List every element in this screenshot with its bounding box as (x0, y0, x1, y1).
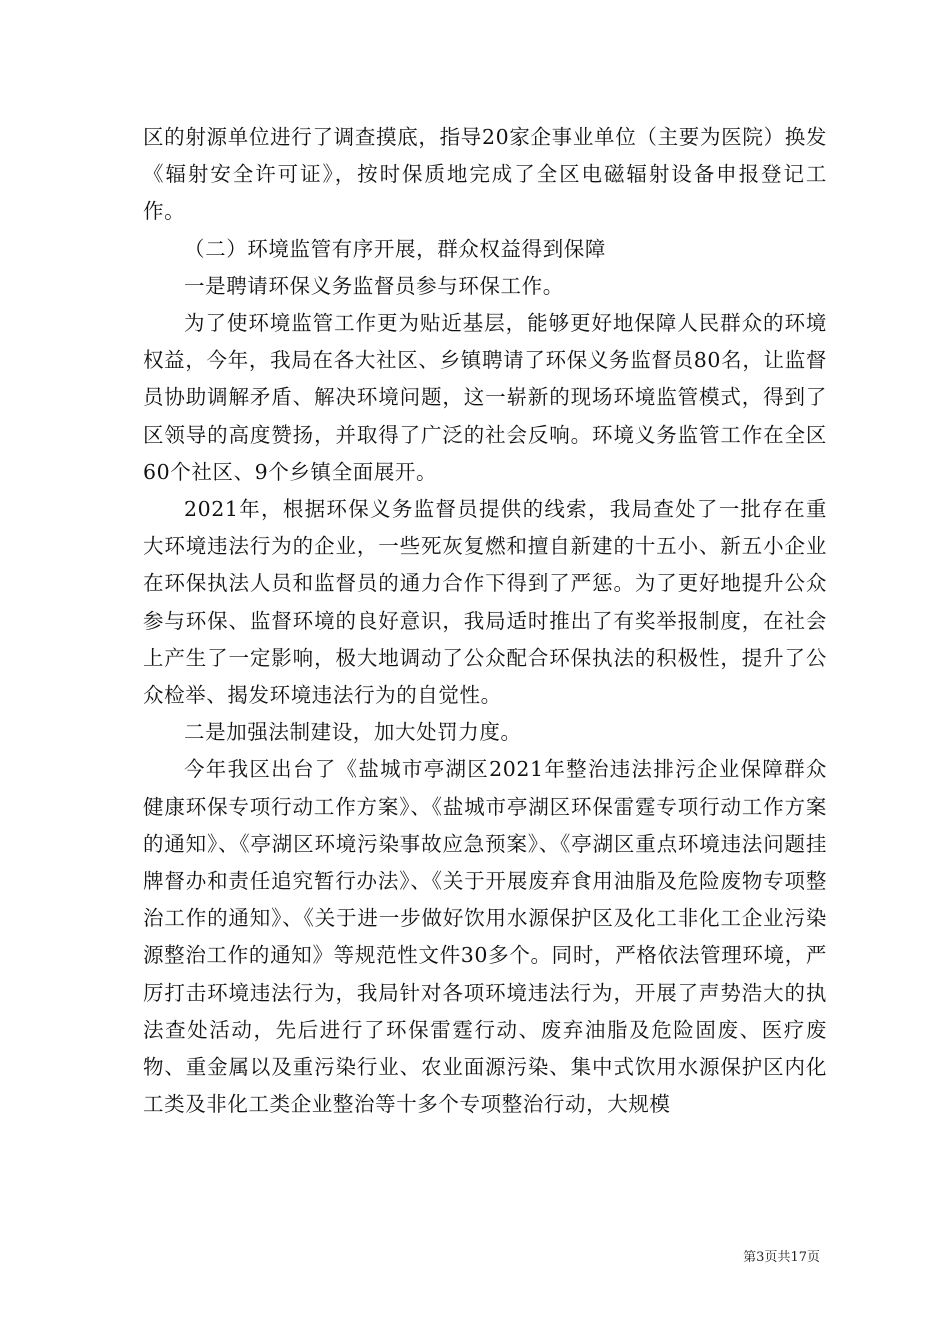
paragraph-enforcement-2021: 2021年，根据环保义务监督员提供的线索，我局查处了一批存在重大环境违法行为的企业，一些死灰复燃和擅自新建的十五小、新五小企业在环保执法人员和监督员的通力合作下得到了严惩。为了更好地提升公众参与环保、监督环境的良好意识，我局适时推出了有奖举报制度，在社会上产生了一定影响，极大地调动了公众配合环保执法的积极性，提升了公众检举、揭发环境违法行为的自觉性。 (143, 497, 827, 708)
page-number-footer: 第3页共17页 (743, 1250, 820, 1265)
subheading-volunteer-supervisors: 一是聘请环保义务监督员参与环保工作。 (184, 273, 564, 298)
paragraph-radiation-survey: 区的射源单位进行了调查摸底，指导20家企事业单位（主要为医院）换发《辐射安全许可证》，按时保质地完成了全区电磁辐射设备申报登记工作。 (143, 125, 827, 224)
subheading-legal-construction: 二是加强法制建设，加大处罚力度。 (184, 720, 522, 745)
paragraph-volunteer-supervision: 为了使环境监管工作更为贴近基层，能够更好地保障人民群众的环境权益，今年，我局在各大社区、乡镇聘请了环保义务监督员80名，让监督员协助调解矛盾、解决环境问题，这一崭新的现场环境监管模式，得到了区领导的高度赞扬，并取得了广泛的社会反响。环境义务监管工作在全区60个社区、9个乡镇全面展开。 (143, 311, 827, 484)
document-body (143, 119, 827, 1123)
section-heading-environment-supervision: （二）环境监管有序开展，群众权益得到保障 (184, 236, 606, 261)
paragraph-regulations-and-actions: 今年我区出台了《盐城市亭湖区2021年整治违法排污企业保障群众健康环保专项行动工作方案》、《盐城市亭湖区环保雷霆专项行动工作方案的通知》、《亭湖区环境污染事故应急预案》、《亭湖区重点环境违法问题挂牌督办和责任追究暂行办法》、《关于开展废弃食用油脂及危险废物专项整治工作的通知》、《关于进一步做好饮用水源保护区及化工非化工企业污染源整治工作的通知》等规范性文件30多个。同时，严格依法管理环境，严厉打击环境违法行为，我局针对各项环境违法行为，开展了声势浩大的执法查处活动，先后进行了环保雷霆行动、废弃油脂及危险固废、医疗废物、重金属以及重污染行业、农业面源污染、集中式饮用水源保护区内化工类及非化工类企业整治等十多个专项整治行动，大规模 (143, 757, 827, 1117)
